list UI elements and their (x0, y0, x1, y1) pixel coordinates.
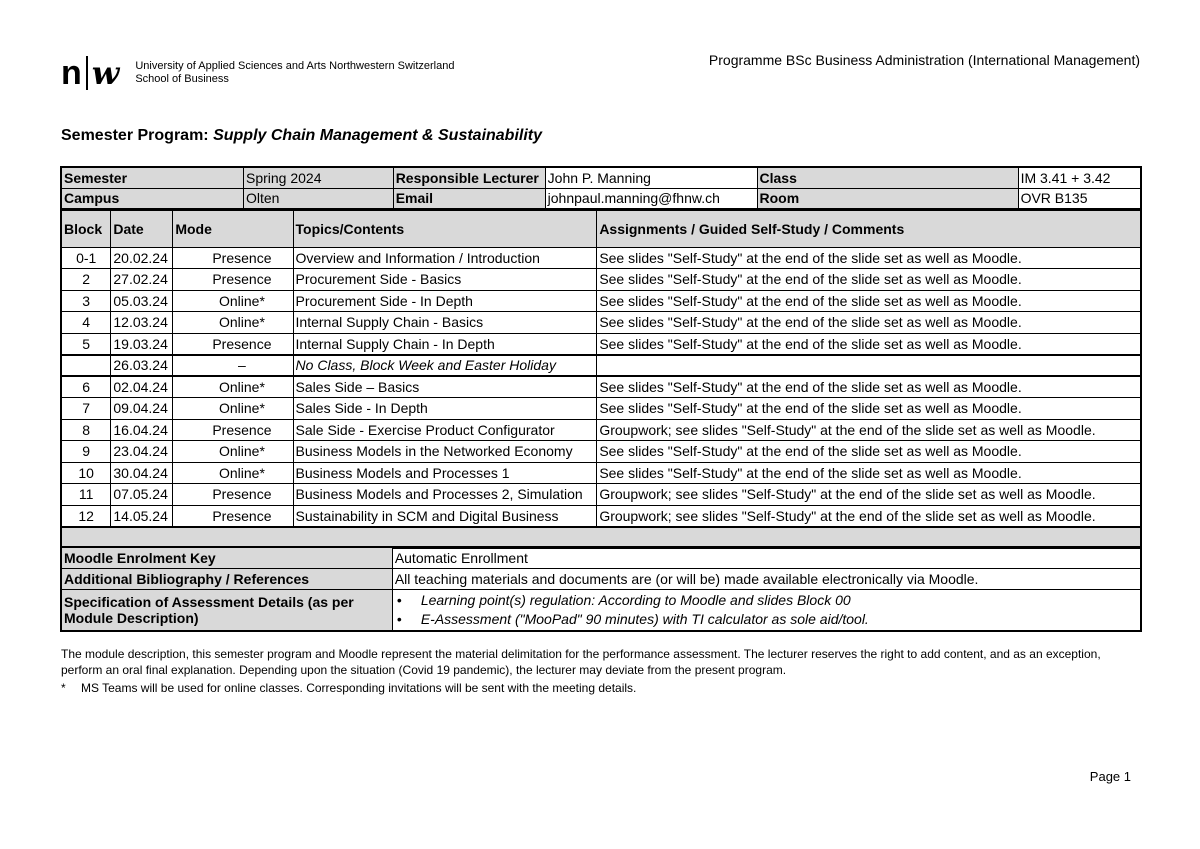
schedule-row (61, 247, 1141, 269)
moodle-key-value: Automatic Enrollment (392, 547, 1141, 568)
topic-cell: Internal Supply Chain - Basics (293, 312, 597, 334)
col-date-header: Date (111, 210, 173, 247)
date-cell: 27.02.24 (111, 269, 173, 291)
assessment-table (60, 546, 1142, 632)
date-cell: 20.02.24 (111, 247, 173, 269)
block-cell: 2 (61, 269, 111, 291)
info-row-2 (61, 188, 1141, 209)
block-cell: 12 (61, 505, 111, 527)
topic-cell: Sales Side – Basics (293, 376, 597, 398)
schedule-row (61, 419, 1141, 441)
mode-cell: Online* (173, 312, 293, 334)
spacer-cell (61, 527, 1141, 548)
date-cell: 19.03.24 (111, 333, 173, 355)
fhnw-logo-mark (61, 56, 119, 90)
course-name: Supply Chain Management & Sustainability (213, 127, 543, 144)
block-cell: 7 (61, 398, 111, 420)
class-value: IM 3.41 + 3.42 (1018, 167, 1141, 188)
schedule-row (61, 269, 1141, 291)
topic-cell: Business Models in the Networked Economy (293, 441, 597, 463)
schedule-row (61, 290, 1141, 312)
col-comment-header: Assignments / Guided Self-Study / Comments (597, 210, 1141, 247)
mode-cell: Online* (173, 376, 293, 398)
institution-line1: University of Applied Sciences and Arts Northwestern Switzerland (135, 60, 455, 72)
block-cell: 9 (61, 441, 111, 463)
assessment-details (392, 589, 1141, 631)
block-cell: 0-1 (61, 247, 111, 269)
assessment-item: • Learning point(s) regulation: According to Moodle and slides Block 00 (395, 591, 1138, 610)
topic-cell: Sustainability in SCM and Digital Business (293, 505, 597, 527)
comment-cell: See slides "Self-Study" at the end of the slide set as well as Moodle. (597, 247, 1141, 269)
date-cell: 02.04.24 (111, 376, 173, 398)
comment-cell (597, 355, 1141, 377)
topic-cell: Procurement Side - In Depth (293, 290, 597, 312)
block-cell: 8 (61, 419, 111, 441)
email-label: Email (393, 188, 545, 209)
col-mode-header: Mode (173, 210, 293, 247)
institution-line2: School of Business (135, 73, 229, 85)
comment-cell: See slides "Self-Study" at the end of the slide set as well as Moodle. (597, 333, 1141, 355)
comment-cell: See slides "Self-Study" at the end of the slide set as well as Moodle. (597, 376, 1141, 398)
bibliography-label: Additional Bibliography / References (61, 568, 392, 589)
schedule-row (61, 355, 1141, 377)
topic-cell: Business Models and Processes 1 (293, 462, 597, 484)
topic-cell: No Class, Block Week and Easter Holiday (293, 355, 597, 377)
mode-cell: Presence (173, 333, 293, 355)
schedule-row (61, 462, 1141, 484)
lecturer-value: John P. Manning (545, 167, 757, 188)
programme-title: Programme BSc Business Administration (International Management) (708, 52, 1140, 68)
date-cell: 16.04.24 (111, 419, 173, 441)
topic-cell: Procurement Side - Basics (293, 269, 597, 291)
date-cell: 09.04.24 (111, 398, 173, 420)
room-label: Room (757, 188, 1018, 209)
comment-cell: Groupwork; see slides "Self-Study" at the end of the slide set as well as Moodle. (597, 419, 1141, 441)
topic-cell: Sales Side - In Depth (293, 398, 597, 420)
date-cell: 23.04.24 (111, 441, 173, 463)
logo-divider (86, 56, 88, 90)
mode-cell: Presence (173, 419, 293, 441)
block-cell: 4 (61, 312, 111, 334)
page-title (61, 127, 542, 145)
date-cell: 05.03.24 (111, 290, 173, 312)
class-label: Class (757, 167, 1018, 188)
schedule-spacer-row (61, 527, 1141, 548)
bibliography-row (61, 568, 1141, 589)
block-cell: 11 (61, 484, 111, 506)
schedule-row (61, 505, 1141, 527)
col-topic-header: Topics/Contents (293, 210, 597, 247)
comment-cell: See slides "Self-Study" at the end of the slide set as well as Moodle. (597, 312, 1141, 334)
footnote-mark: * (61, 681, 66, 695)
date-cell: 14.05.24 (111, 505, 173, 527)
mode-cell: Presence (173, 505, 293, 527)
topic-cell: Overview and Information / Introduction (293, 247, 597, 269)
mode-cell: Presence (173, 247, 293, 269)
comment-cell: Groupwork; see slides "Self-Study" at the end of the slide set as well as Moodle. (597, 505, 1141, 527)
block-cell: 3 (61, 290, 111, 312)
course-info-table (60, 166, 1142, 210)
mode-cell: Online* (173, 290, 293, 312)
semester-label: Semester (61, 167, 244, 188)
moodle-key-label: Moodle Enrolment Key (61, 547, 392, 568)
bibliography-value: All teaching materials and documents are (or will be) made available electronically via Moodle. (392, 568, 1141, 589)
schedule-row (61, 312, 1141, 334)
assessment-item: • E-Assessment ("MooPad" 90 minutes) with TI calculator as sole aid/tool. (395, 610, 1138, 629)
date-cell: 12.03.24 (111, 312, 173, 334)
block-cell: 5 (61, 333, 111, 355)
semester-value: Spring 2024 (244, 167, 394, 188)
block-cell (61, 355, 111, 377)
module-description-note: The module description, this semester program and Moodle represent the material delimitation for the performance assessment. The lecturer reserves the right to add content, and as an exception, perform an oral final explanation. Depending upon the situation (Covid 19 pandemic), the lecturer may deviate from the present program. (61, 647, 1101, 677)
mode-cell: – (173, 355, 293, 377)
room-value: OVR B135 (1018, 188, 1141, 209)
comment-cell: See slides "Self-Study" at the end of the slide set as well as Moodle. (597, 269, 1141, 291)
block-cell: 6 (61, 376, 111, 398)
mode-cell: Online* (173, 462, 293, 484)
col-block-header: Block (61, 210, 111, 247)
institution-name (135, 60, 454, 86)
schedule-row (61, 376, 1141, 398)
schedule-table (60, 209, 1142, 549)
page-number: Page 1 (1089, 769, 1131, 784)
comment-cell: See slides "Self-Study" at the end of the slide set as well as Moodle. (597, 398, 1141, 420)
comment-cell: See slides "Self-Study" at the end of the slide set as well as Moodle. (597, 441, 1141, 463)
logo-letter-w: w (91, 54, 120, 92)
date-cell: 07.05.24 (111, 484, 173, 506)
campus-label: Campus (61, 188, 244, 209)
date-cell: 26.03.24 (111, 355, 173, 377)
comment-cell: Groupwork; see slides "Self-Study" at the end of the slide set as well as Moodle. (597, 484, 1141, 506)
schedule-header-row (61, 210, 1141, 247)
title-prefix: Semester Program: (61, 127, 209, 144)
comment-cell: See slides "Self-Study" at the end of the slide set as well as Moodle. (597, 462, 1141, 484)
teams-footnote (61, 681, 636, 695)
block-cell: 10 (61, 462, 111, 484)
topic-cell: Internal Supply Chain - In Depth (293, 333, 597, 355)
mode-cell: Online* (173, 441, 293, 463)
mode-cell: Presence (173, 269, 293, 291)
info-row-1 (61, 167, 1141, 188)
lecturer-label: Responsible Lecturer (393, 167, 545, 188)
schedule-row (61, 333, 1141, 355)
logo-letter-n: n (61, 54, 82, 92)
assessment-label: Specification of Assessment Details (as per Module Description) (61, 589, 392, 631)
assessment-row (61, 589, 1141, 631)
campus-value: Olten (244, 188, 394, 209)
date-cell: 30.04.24 (111, 462, 173, 484)
comment-cell: See slides "Self-Study" at the end of the slide set as well as Moodle. (597, 290, 1141, 312)
mode-cell: Online* (173, 398, 293, 420)
schedule-row (61, 484, 1141, 506)
schedule-row (61, 441, 1141, 463)
footnote-text: MS Teams will be used for online classes. Corresponding invitations will be sent with the meeting details. (81, 681, 637, 695)
topic-cell: Business Models and Processes 2, Simulation (293, 484, 597, 506)
moodle-row (61, 547, 1141, 568)
schedule-row (61, 398, 1141, 420)
institution-logo (61, 56, 454, 90)
email-value: johnpaul.manning@fhnw.ch (545, 188, 757, 209)
topic-cell: Sale Side - Exercise Product Configurator (293, 419, 597, 441)
mode-cell: Presence (173, 484, 293, 506)
assessment-list (395, 591, 1138, 629)
